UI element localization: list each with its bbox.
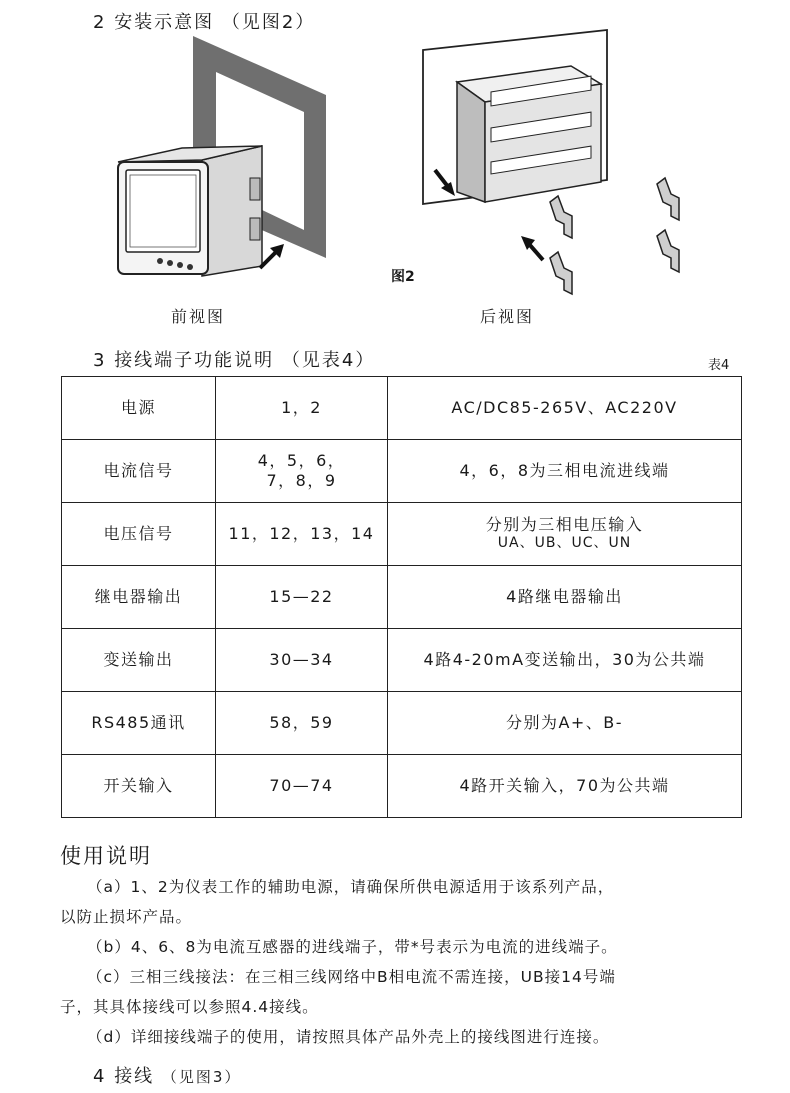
row-name: 继电器输出 (62, 566, 216, 629)
section-number: 3 (93, 350, 107, 371)
terminal-block (250, 218, 260, 240)
table-row (62, 377, 742, 440)
section-number: 2 (93, 12, 107, 33)
table-row (62, 629, 742, 692)
row-description: 4，6，8为三相电流进线端 (388, 440, 742, 503)
section-ref: （见表4） (281, 350, 376, 371)
row-description (388, 503, 742, 566)
section-3-heading (93, 346, 375, 372)
section-title: 接线 (114, 1066, 155, 1087)
row-description: AC/DC85-265V、AC220V (388, 377, 742, 440)
arrow-shaft (529, 244, 543, 260)
row-name: 开关输入 (62, 755, 216, 818)
meter-button (157, 258, 163, 264)
note-a-line-2: 以防止损坏产品。 (60, 908, 193, 926)
row-name: 电流信号 (62, 440, 216, 503)
section-ref: （见图2） (221, 12, 316, 33)
section-title: 接线端子功能说明 (114, 350, 275, 371)
table-label: 表4 (708, 358, 730, 373)
table-row (62, 503, 742, 566)
row-name: 电源 (62, 377, 216, 440)
description-line-2: UA、UB、UC、UN (497, 535, 632, 552)
note-d: （d）详细接线端子的使用，请按照具体产品外壳上的接线图进行连接。 (87, 1028, 610, 1046)
row-terminals: 11，12，13，14 (216, 503, 388, 566)
notes-title: 使用说明 (60, 844, 152, 868)
back-view-illustration (415, 22, 700, 297)
meter-button (177, 262, 183, 268)
terminal-function-table (61, 376, 742, 818)
figure-label: 图2 (391, 269, 415, 285)
note-c-line-1: （c）三相三线接法：在三相三线网络中B相电流不需连接，UB接14号端 (87, 968, 616, 986)
section-number: 4 (93, 1066, 107, 1087)
row-terminals: 15—22 (216, 566, 388, 629)
section-4-heading (93, 1062, 241, 1088)
notes-body (60, 872, 760, 1052)
row-terminals: 1，2 (216, 377, 388, 440)
meter-screen (130, 175, 196, 247)
front-view-caption: 前视图 (171, 307, 226, 326)
row-description: 4路开关输入，70为公共端 (388, 755, 742, 818)
terminals-line-1: 4，5，6， (257, 451, 346, 470)
row-terminals (216, 440, 388, 503)
row-description: 4路继电器输出 (388, 566, 742, 629)
section-ref: （见图3） (161, 1068, 242, 1086)
table-row (62, 692, 742, 755)
row-description: 4路4-20mA变送输出，30为公共端 (388, 629, 742, 692)
row-name: 电压信号 (62, 503, 216, 566)
front-view-illustration (110, 30, 340, 290)
note-a-line-1: （a）1、2为仪表工作的辅助电源，请确保所供电源适用于该系列产品， (87, 878, 615, 896)
mounting-clip-icon (550, 178, 679, 294)
meter-button (187, 264, 193, 270)
terminal-block (250, 178, 260, 200)
row-description: 分别为A+、B- (388, 692, 742, 755)
row-terminals: 30—34 (216, 629, 388, 692)
row-name: 变送输出 (62, 629, 216, 692)
table-row (62, 755, 742, 818)
note-b: （b）4、6、8为电流互感器的进线端子，带*号表示为电流的进线端子。 (87, 938, 618, 956)
meter-rear-side (457, 82, 485, 202)
meter-body (202, 146, 262, 276)
note-c-line-2: 子，其具体接线可以参照4.4接线。 (60, 998, 319, 1016)
row-name: RS485通讯 (62, 692, 216, 755)
description-line-1: 分别为三相电压输入 (485, 515, 644, 535)
table-row (62, 440, 742, 503)
row-terminals: 70—74 (216, 755, 388, 818)
meter-button (167, 260, 173, 266)
table-row (62, 566, 742, 629)
terminals-line-2: 7，8，9 (266, 471, 337, 490)
back-view-caption: 后视图 (480, 307, 535, 326)
section-title: 安装示意图 (114, 12, 215, 33)
row-terminals: 58，59 (216, 692, 388, 755)
